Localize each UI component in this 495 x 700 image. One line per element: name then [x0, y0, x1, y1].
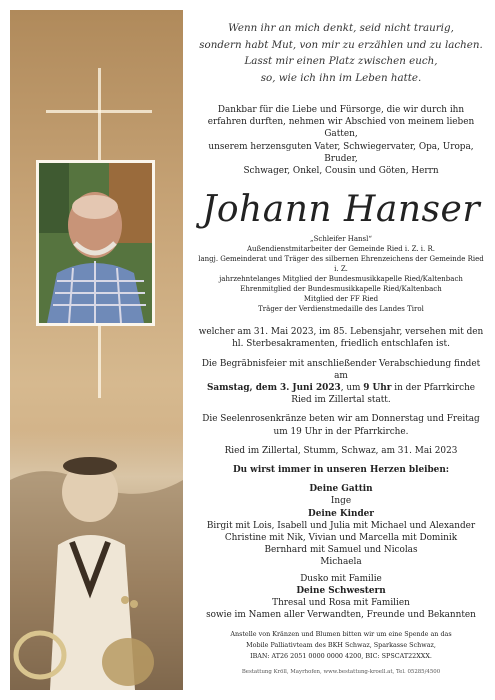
funeral-line-3: Ried im Zillertal statt.: [291, 395, 391, 406]
funeral-line-1: Die Begräbnisfeier mit anschließender Verabschiedung findet am: [201, 358, 481, 381]
family-member: Inge: [330, 496, 352, 507]
title-line: Ehrenmitglied der Bundesmusikkapelle Ried/Kaltenbach: [240, 285, 442, 294]
family-member: Birgit mit Lois, Isabell und Julia mit Michael und Alexander: [206, 520, 476, 531]
intro-line: Dankbar für die Liebe und Fürsorge, die wir durch ihn: [217, 105, 465, 115]
donation-line: IBAN: AT26 2051 0000 0000 4200, BIC: SPSCAT22XXX.: [250, 651, 432, 660]
nickname: „Schleifer Hansl“: [310, 235, 372, 244]
family-member: sowie im Namen aller Verwandten, Freunde und Bekannten: [206, 610, 476, 621]
poem-line: sondern habt Mut, von mir zu erzählen und zu lachen.: [199, 38, 483, 51]
poem-line: Wenn ihr an mich denkt, seid nicht traurig,: [228, 22, 454, 34]
place-date: Ried im Zillertal, Stumm, Schwaz, am 31. Mai 2023: [224, 445, 458, 456]
sepia-side-panel: [10, 10, 183, 690]
deceased-name: Johann Hanser: [201, 189, 481, 231]
poem-line: Lasst mir einen Platz zwischen euch,: [244, 55, 438, 67]
title-line: jahrzehntelanges Mitglied der Bundesmusikkapelle Ried/Kaltenbach: [219, 275, 463, 284]
death-line: welcher am 31. Mai 2023, im 85. Lebensjahr, versehen mit den: [198, 327, 484, 338]
family-member: Thresal und Rosa mit Familien: [272, 598, 410, 609]
family-heading-sisters: Deine Schwestern: [296, 585, 386, 596]
donation-line: Anstelle von Kränzen und Blumen bitten wir um eine Spende an das: [230, 630, 452, 639]
family-member: Bernhard mit Samuel und Nicolas: [264, 545, 418, 556]
title-line: Außendienstmitarbeiter der Gemeinde Ried i. Z. i. R.: [247, 245, 435, 254]
funeral-line-2: [196, 382, 486, 394]
funeral-rest: in der Pfarrkirche: [391, 383, 476, 394]
funeral-date: Samstag, dem 3. Juni 2023: [206, 383, 341, 394]
poem-line: so, wie ich ihn im Leben hatte.: [260, 71, 422, 84]
death-line: hl. Sterbesakramenten, friedlich entschlafen ist.: [232, 339, 450, 350]
donation-line: Mobile Palliativteam des BKH Schwaz, Sparkasse Schwaz,: [246, 641, 436, 650]
portrait-photo: [36, 160, 155, 326]
title-line: Mitglied der FF Ried: [303, 295, 379, 304]
poem: [196, 20, 486, 86]
funeral-home-imprint: Bestattung Kröll, Mayrhofen, www.bestattung-kroell.at, Tel. 05285/4500: [241, 669, 441, 676]
funeral-mid: , um: [340, 383, 364, 394]
family-member: Christine mit Nik, Vivian und Marcella mit Dominik: [224, 533, 458, 544]
family-member: Michaela: [320, 557, 362, 568]
text-column: [196, 10, 486, 690]
cross-horizontal-bar: [46, 110, 152, 113]
rosary-line: um 19 Uhr in der Pfarrkirche.: [273, 426, 409, 437]
funeral-time: 9 Uhr: [363, 383, 392, 394]
title-line: langj. Gemeinderat und Träger des silbernen Ehrenzeichens der Gemeinde Ried i. Z.: [198, 255, 484, 274]
family-heading-spouse: Deine Gattin: [309, 484, 373, 495]
family-member: Dusko mit Familie: [300, 573, 382, 584]
memory-line: Du wirst immer in unseren Herzen bleiben:: [232, 465, 450, 476]
intro-line: erfahren durften, nehmen wir Abschied von meinem lieben Gatten,: [207, 117, 475, 140]
family-heading-children: Deine Kinder: [308, 508, 374, 519]
rosary-line: Die Seelenrosenkränze beten wir am Donnerstag und Freitag: [202, 414, 480, 425]
musician-photo: [10, 430, 183, 690]
title-line: Träger der Verdienstmedaille des Landes Tirol: [258, 305, 424, 314]
intro-line: unserem herzensguten Vater, Schwiegervater, Opa, Uropa, Bruder,: [208, 141, 474, 164]
intro-line: Schwager, Onkel, Cousin und Göten, Herrn: [243, 166, 439, 177]
